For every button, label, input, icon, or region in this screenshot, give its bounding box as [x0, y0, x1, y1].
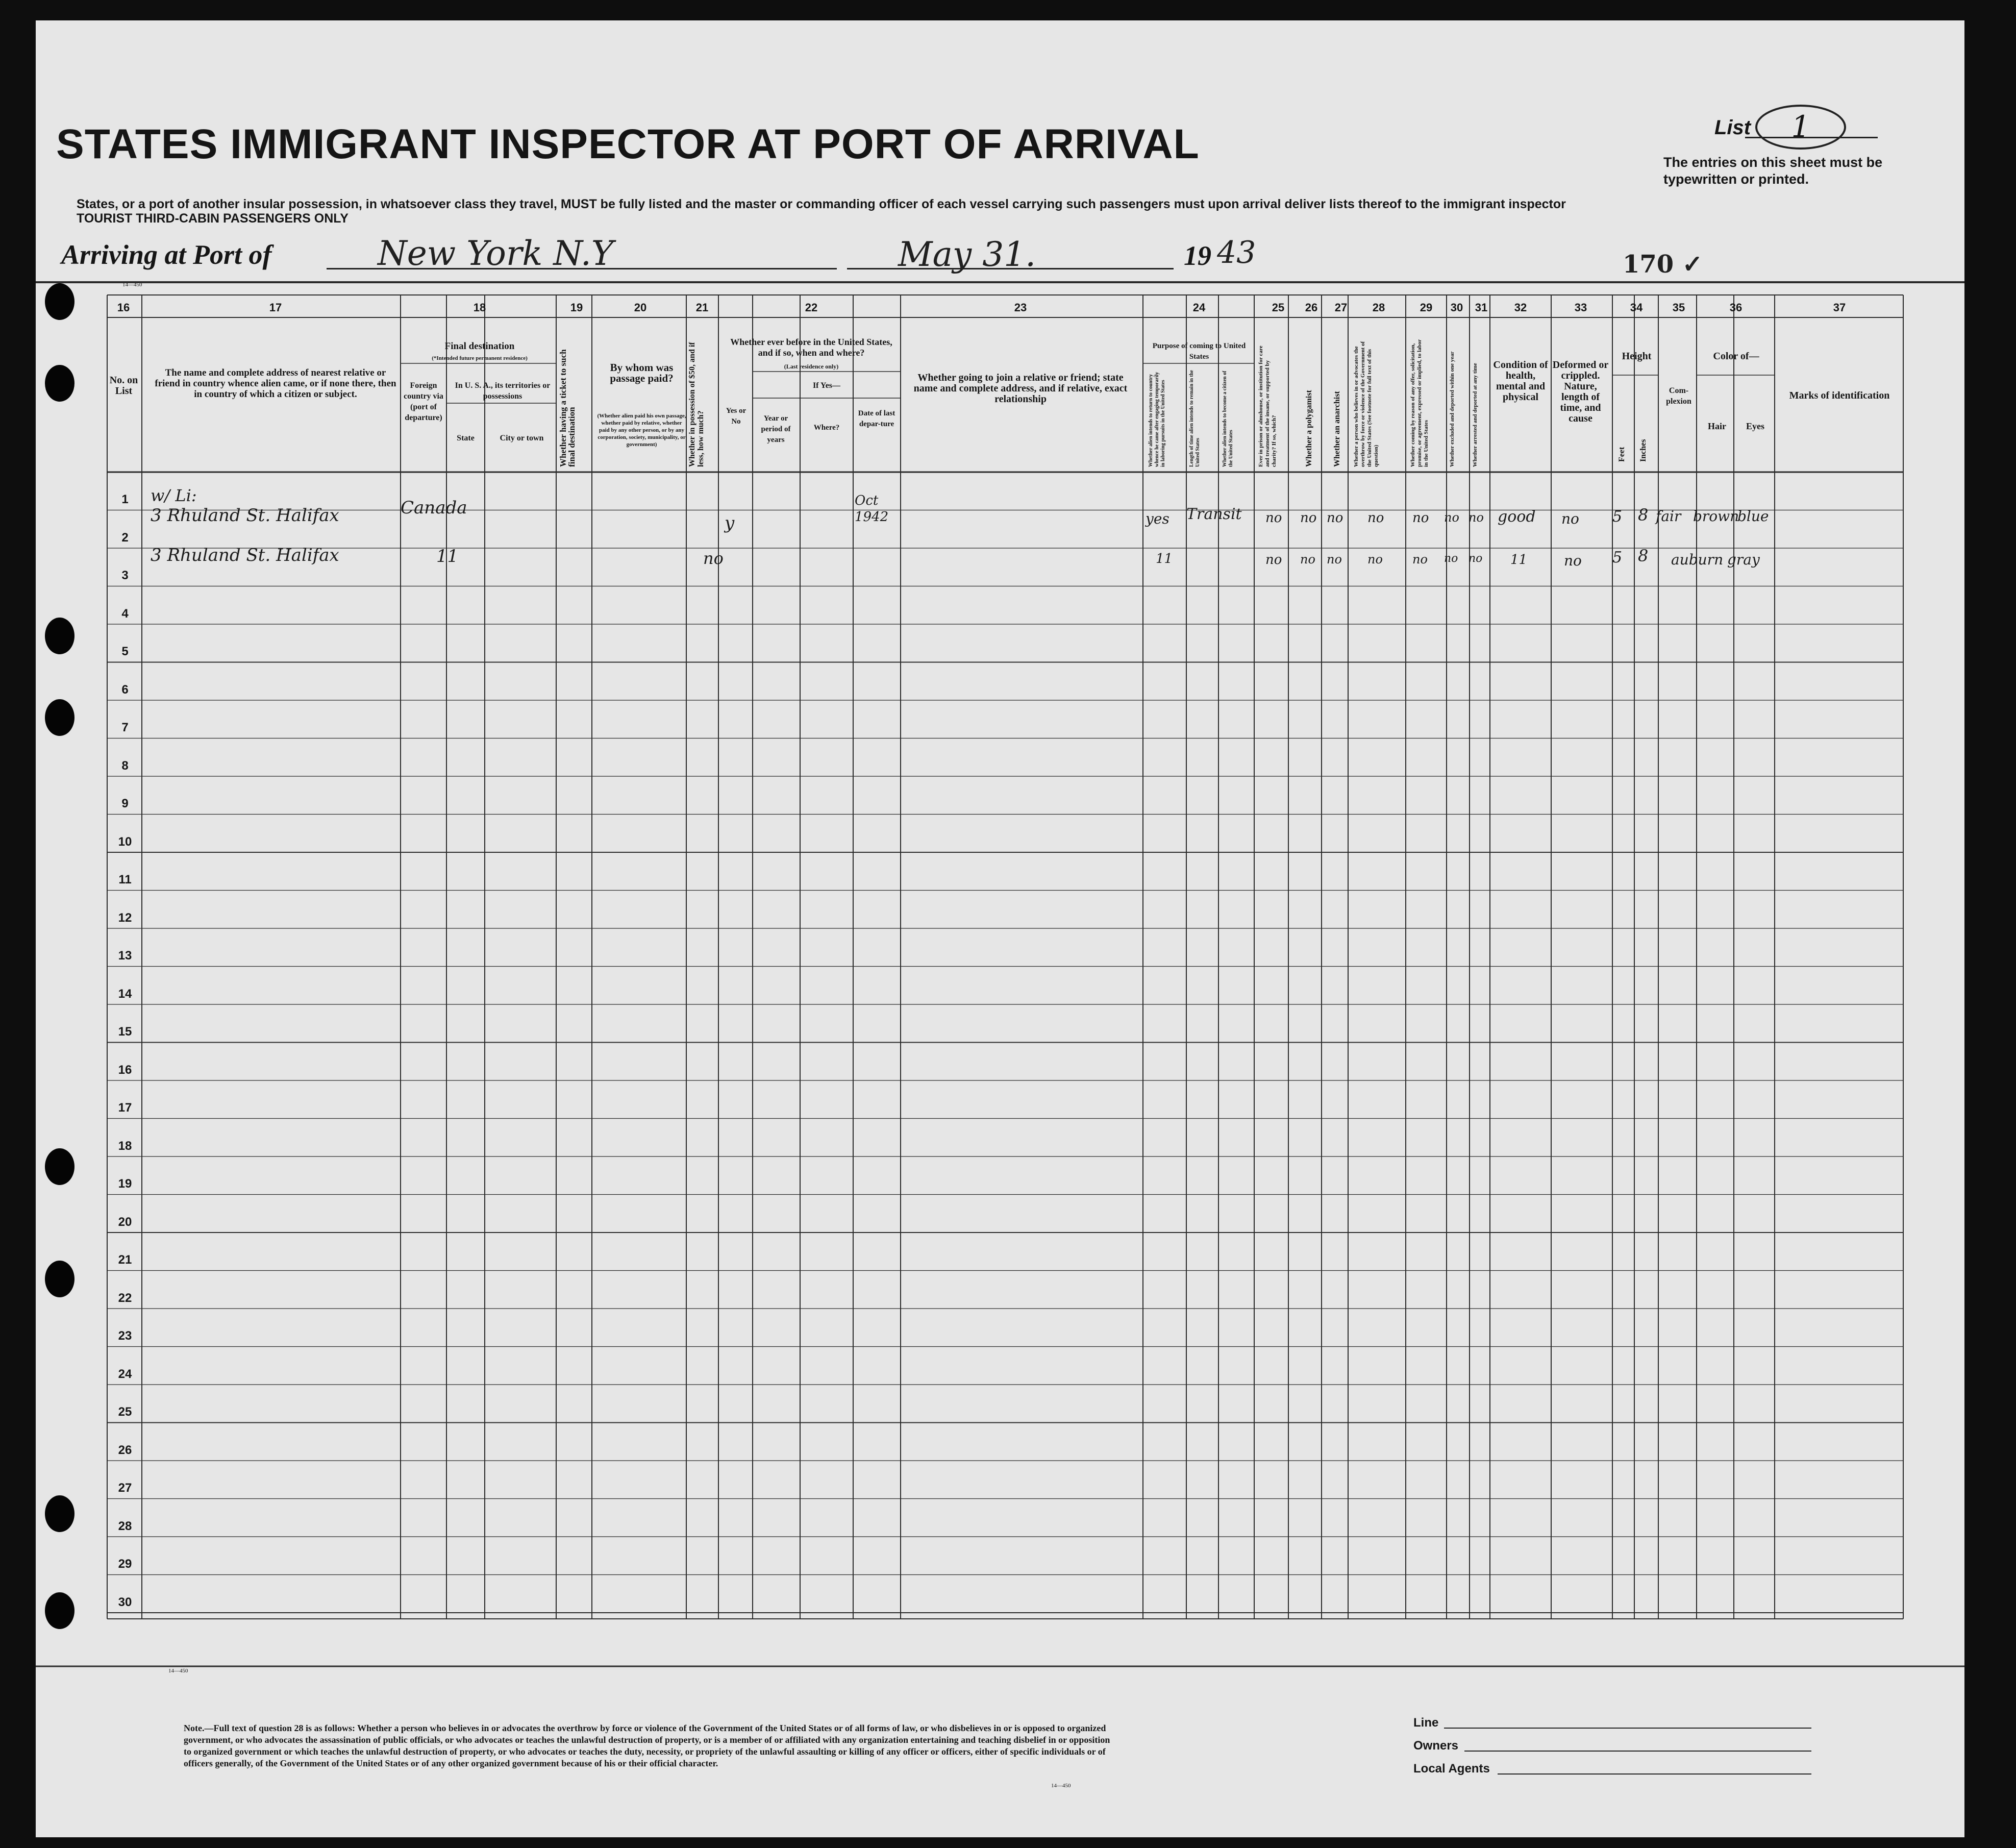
entry-r2-c28: no	[1367, 552, 1383, 566]
entry-r2-c30: no	[1444, 552, 1458, 565]
col18-header: Final destination	[444, 341, 515, 352]
col16-header: No. on List	[109, 375, 138, 397]
port-value: New York N.Y	[378, 234, 614, 273]
entry-r2-purpose: 11	[1156, 551, 1173, 566]
col31-header: Whether arrested and deported at any time	[1472, 363, 1478, 467]
arriving-label: Arriving at Port of	[61, 239, 272, 270]
entry-r2-c27: no	[1327, 552, 1342, 566]
list-label: List	[1714, 116, 1751, 139]
entry-r1-purpose: yes	[1146, 510, 1169, 527]
col19-header: Whether having a ticket to such final destination	[558, 349, 577, 467]
entry-r2-c29: no	[1412, 552, 1428, 566]
date-value: May 31.	[898, 235, 1036, 274]
column-number: 31	[1475, 301, 1488, 314]
column-number: 30	[1450, 301, 1463, 314]
entry-r1-eyes: blue	[1737, 508, 1769, 525]
column-number: 25	[1272, 301, 1285, 314]
entry-r1-c27: no	[1327, 510, 1343, 526]
page-title: STATES IMMIGRANT INSPECTOR AT PORT OF ARRIVAL	[56, 121, 1200, 167]
entry-r1-address: 3 Rhuland St. Halifax	[151, 505, 339, 526]
col18-note: (*Intended future permanent residence)	[432, 355, 528, 361]
row-number: 29	[118, 1557, 132, 1571]
entry-r1-date: Oct 1942	[855, 493, 889, 525]
row-number: 8	[121, 758, 129, 773]
col18-foreign: Foreign country via (port of departure)	[404, 381, 443, 422]
column-number: 29	[1420, 301, 1433, 314]
row-number: 9	[121, 797, 129, 810]
row-number: 5	[121, 645, 129, 658]
column-number: 17	[269, 301, 282, 314]
row-number: 25	[118, 1405, 132, 1419]
col20-note: (Whether alien paid his own passage, whether paid by relative, whether paid by any other person, or by any corporation, society, municipality, or government)	[597, 413, 686, 448]
col24b-header: Length of time alien intends to remain in the United States	[1189, 370, 1201, 467]
local-agents-field	[1498, 1773, 1811, 1775]
row-number: 15	[118, 1025, 132, 1039]
column-number: 34	[1630, 301, 1643, 314]
col22-header: Whether ever before in the United States, and if so, when and where?	[730, 337, 892, 358]
entry-r1-feet: 5	[1612, 508, 1623, 526]
entry-r2-c25: no	[1265, 552, 1282, 568]
line-label: Line	[1413, 1716, 1439, 1730]
owners-field	[1464, 1751, 1811, 1752]
column-number: 28	[1372, 301, 1385, 314]
column-number: 23	[1014, 301, 1027, 314]
row-number: 18	[118, 1139, 132, 1153]
column-number: 18	[473, 301, 486, 314]
entry-r2-address: 3 Rhuland St. Halifax	[151, 545, 339, 565]
col28-header: Whether a person who believes in or advocates the overthrow by force or violence of the Government of the United States (See footnote for full text of this question)	[1353, 341, 1379, 467]
form-code-top: 14—450	[122, 282, 142, 288]
col17-header: The name and complete address of nearest relative or friend in country whence alien came, or if none there, then in country of which a citizen or subject.	[155, 367, 396, 400]
header-line-2: TOURIST THIRD-CABIN PASSENGERS ONLY	[77, 211, 349, 226]
header-line-1: States, or a port of another insular possession, in whatsoever class they travel, MUST be fully listed and the master or commanding officer of each vessel carrying such passengers must upon arrival deliver lists thereof to the immigrant inspector	[77, 197, 1566, 211]
entry-r2-hair: auburn	[1671, 551, 1724, 568]
col34-inches: Inches	[1639, 439, 1648, 462]
entry-r1-health: good	[1498, 508, 1536, 526]
column-number: 16	[117, 301, 130, 314]
entry-r2-country: 11	[436, 546, 459, 566]
row-number: 26	[118, 1443, 132, 1457]
column-number: 26	[1305, 301, 1318, 314]
row-number: 3	[121, 569, 129, 582]
col33-header: Deformed or crippled. Nature, length of time, and cause	[1552, 359, 1609, 424]
entry-r1-c28: no	[1367, 510, 1384, 526]
column-number: 20	[634, 301, 647, 314]
col24c-header: Whether alien intends to become a citizen of the United States	[1222, 371, 1234, 467]
column-number: 32	[1514, 301, 1527, 314]
col37-header: Marks of identification	[1789, 390, 1890, 401]
col22-where: Where?	[813, 424, 840, 432]
entry-r1-complexion: fair	[1656, 508, 1681, 525]
col22-date: Date of last depar-ture	[858, 409, 895, 428]
col21-header: Whether in possession of $50, and if less, how much?	[688, 342, 705, 467]
entry-r1-length: Transit	[1186, 505, 1242, 523]
row-number: 12	[118, 910, 132, 925]
col25-header: Ever in prison or almshouse, or institution for care and treatment of the insane, or supported by charity? If so, which?	[1258, 346, 1277, 467]
entry-r1-c26: no	[1300, 510, 1317, 526]
row-number: 20	[118, 1215, 132, 1229]
entry-r1-c29: no	[1412, 510, 1429, 526]
form-code-bottom: 14—450	[168, 1668, 188, 1674]
entry-r1-c30: no	[1444, 510, 1459, 525]
col18-state: State	[457, 434, 475, 442]
column-number: 37	[1833, 301, 1846, 314]
row-number: 16	[118, 1063, 132, 1077]
entry-r2-c31: no	[1469, 552, 1483, 565]
entry-r2-c26: no	[1300, 552, 1315, 566]
entry-r2-inches: 8	[1638, 546, 1649, 565]
sheet-number: 170 ✓	[1623, 250, 1703, 279]
row-number: 28	[118, 1519, 132, 1533]
entry-r2-eyes: gray	[1727, 551, 1760, 568]
column-number: 19	[570, 301, 583, 314]
footnote-question-28: Note.—Full text of question 28 is as follows: Whether a person who believes in or advocates the overthrow by force or violence of the Government of the United States or of all forms of law, or who disbelieves in or is opposed to organized government, or who advocates the assassination of public officials, or who advocates or teaches the unlawful destruction of property, or is a member of or affiliated with any organization entertaining and teaching disbelief in or opposition to organized government or which teaches the unlawful destruction of property, or who advocates or teaches the duty, necessity, or propriety of the unlawful assaulting or killing of any officer or officers, either of specific individuals or of officers generally, of the Government of the United States or of any other organized government because of his or their official character.	[184, 1723, 1110, 1768]
entry-r1-country: Canada	[401, 498, 467, 518]
row-number: 6	[121, 682, 129, 697]
col18-city: City or town	[500, 434, 544, 442]
entry-r1-c25: no	[1265, 510, 1282, 526]
entry-r1-yes: y	[725, 513, 735, 533]
list-number-underline	[1745, 137, 1878, 138]
col23-header: Whether going to join a relative or friend; state name and complete address, and if relative, exact relationship	[913, 372, 1128, 405]
row-number: 10	[118, 834, 132, 849]
column-number: 35	[1672, 301, 1685, 314]
entry-r1-inches: 8	[1638, 505, 1649, 525]
entry-r2-feet: 5	[1612, 549, 1623, 566]
column-number: 21	[695, 301, 709, 314]
row-number: 4	[121, 606, 129, 621]
year-prefix: 19	[1184, 240, 1211, 271]
column-number: 22	[805, 301, 818, 314]
col36-hair: Hair	[1708, 421, 1726, 431]
col22-note: (Last residence only)	[784, 363, 839, 370]
col32-header: Condition of health, mental and physical	[1493, 359, 1548, 403]
row-number: 22	[118, 1291, 132, 1305]
row-number: 14	[118, 987, 132, 1001]
col30-header: Whether excluded and deported within one year	[1449, 351, 1455, 467]
row-number: 19	[118, 1177, 132, 1191]
col22-yesno: Yes or No	[726, 407, 746, 426]
row-number: 7	[121, 721, 129, 734]
owners-label: Owners	[1413, 1739, 1459, 1753]
instructions-note: The entries on this sheet must be typewritten or printed.	[1663, 155, 1883, 187]
row-number: 27	[118, 1481, 132, 1495]
row-number: 23	[118, 1329, 132, 1343]
entry-r1-deformed: no	[1561, 510, 1579, 527]
row-number: 24	[118, 1367, 132, 1381]
year-value: 43	[1217, 235, 1256, 270]
col36-eyes: Eyes	[1746, 421, 1764, 431]
col34-feet: Feet	[1617, 447, 1626, 462]
row-number: 2	[121, 530, 129, 545]
entry-r1-c31: no	[1469, 510, 1484, 525]
column-number: 27	[1334, 301, 1348, 314]
line-field	[1444, 1728, 1811, 1729]
col24-header: Purpose of coming to United States	[1152, 342, 1246, 361]
col18-usa: In U. S. A., its territories or possessions	[455, 381, 551, 401]
entry-r2-deformed: no	[1564, 552, 1582, 569]
row-number: 30	[118, 1595, 132, 1609]
entry-r1-prefix: w/ Li:	[151, 486, 197, 505]
col29-header: Whether coming by reason of any offer, solicitation, promise, or agreement, expressed or implied, to labor in the United States	[1410, 339, 1429, 467]
column-number: 36	[1729, 301, 1743, 314]
col26-header: Whether a polygamist	[1305, 390, 1313, 467]
entry-r2-health: 11	[1510, 552, 1528, 568]
col35-header: Com-plexion	[1666, 386, 1691, 406]
column-number: 24	[1192, 301, 1206, 314]
col27-header: Whether an anarchist	[1333, 391, 1341, 467]
col22-years: Year or period of years	[761, 414, 791, 444]
row-number: 17	[118, 1101, 132, 1115]
col24a-header: Whether alien intends to return to country whence he came after engaging temporarily in laboring pursuits in the United States	[1148, 372, 1166, 467]
column-number: 33	[1574, 301, 1587, 314]
col22-ifyes: If Yes—	[812, 381, 841, 390]
col36-header: Color of—	[1713, 351, 1759, 362]
col20-header: By whom was passage paid?	[610, 361, 674, 384]
entry-r2-yesno: no	[703, 549, 724, 568]
form-code-note: 14—450	[1051, 1783, 1071, 1789]
entry-r1-hair: brown	[1693, 508, 1739, 525]
row-number: 11	[118, 873, 132, 886]
col34-header: Height	[1622, 351, 1652, 362]
row-number: 21	[118, 1253, 132, 1267]
row-number: 13	[118, 949, 132, 963]
local-agents-label: Local Agents	[1413, 1762, 1490, 1776]
list-number-circle: 1	[1755, 105, 1846, 150]
row-number: 1	[121, 492, 129, 506]
